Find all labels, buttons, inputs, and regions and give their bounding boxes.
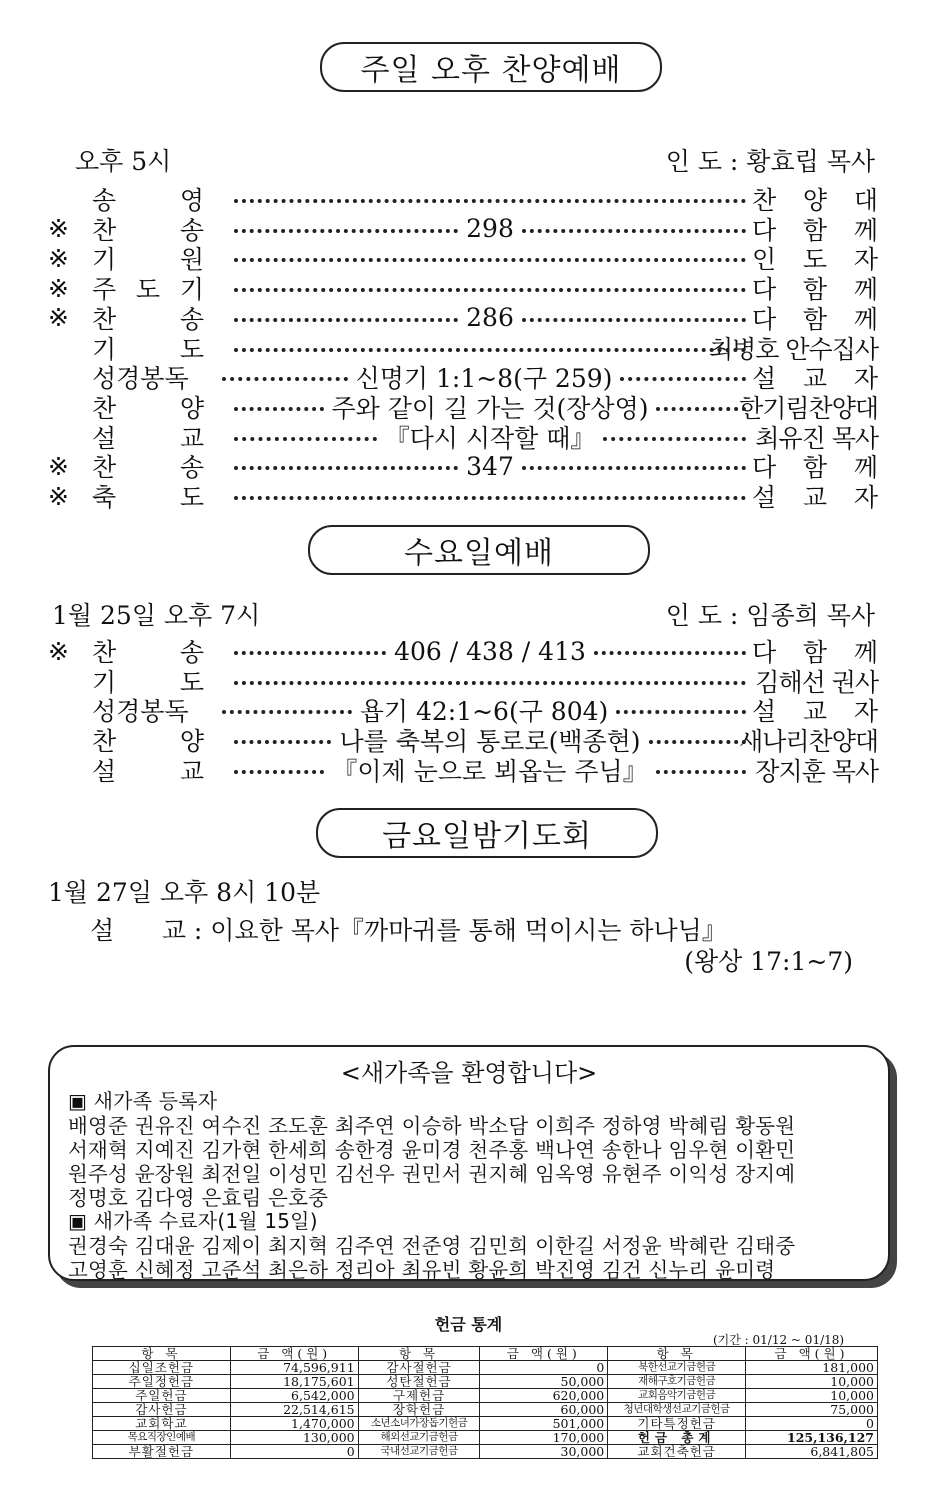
offering-amount: 170,000 <box>480 1431 608 1445</box>
dot-fill <box>234 437 377 441</box>
order-person-char: 자 <box>853 245 878 275</box>
dot-leader <box>234 346 746 350</box>
dot-fill <box>522 318 746 322</box>
order-person-char: 교 <box>802 483 828 512</box>
offering-amount: 10,000 <box>746 1389 878 1403</box>
order-person-char: 께 <box>853 215 878 245</box>
sunday-time: 오후 5시 <box>75 147 172 176</box>
order-label-part: 교 <box>179 423 204 453</box>
order-person: 최유진 목사 <box>755 423 878 453</box>
dot-fill <box>234 318 458 322</box>
dot-fill <box>234 288 746 292</box>
order-content: 주와 같이 길 가는 것(장상영) <box>331 393 649 423</box>
dot-fill <box>234 740 331 744</box>
order-person-char: 께 <box>853 304 878 334</box>
order-label-part: 설 <box>92 423 117 453</box>
wednesday-leader: 인 도 : 임종희 목사 <box>665 601 875 630</box>
registered-names-line: 서재혁 지예진 김가현 한세희 송한경 윤미경 천주홍 백나연 송한나 임우현 이환민 <box>68 1138 796 1162</box>
order-row <box>48 333 878 363</box>
required-mark: ※ <box>48 481 69 511</box>
order-row <box>48 214 878 244</box>
offering-item: 기타특정헌금 <box>608 1417 746 1431</box>
order-row <box>48 666 878 696</box>
offering-item: 구제헌금 <box>358 1389 480 1403</box>
offering-item: 국내선교기금헌금 <box>358 1445 480 1459</box>
dot-fill <box>234 199 746 203</box>
order-label-part: 기 <box>179 275 204 305</box>
offering-amount: 50,000 <box>480 1375 608 1389</box>
wednesday-time: 1월 25일 오후 7시 <box>52 601 261 630</box>
order-label-part: 찬 <box>92 727 117 757</box>
order-person-char: 교 <box>802 364 828 394</box>
order-row <box>48 481 878 511</box>
friday-service-title: 금요일밤기도회 <box>316 808 658 858</box>
dot-leader <box>234 494 746 498</box>
order-label-part: 찬 <box>92 638 117 667</box>
offering-item: 성탄절헌금 <box>358 1375 480 1389</box>
order-person-char: 다 <box>752 638 777 667</box>
offering-row <box>93 1431 878 1445</box>
order-row <box>48 755 878 785</box>
order-person-char: 함 <box>802 275 828 305</box>
order-content: 욥기 42:1~6(구 804) <box>359 697 609 727</box>
order-person <box>752 478 878 514</box>
required-mark: ※ <box>48 636 69 666</box>
order-label-part: 도 <box>179 667 204 697</box>
offering-amount: 0 <box>230 1445 358 1459</box>
dot-fill <box>603 437 746 441</box>
order-label-part: 송 <box>179 215 204 245</box>
order-label-part: 원 <box>179 245 204 275</box>
order-person-char: 찬 <box>752 186 777 215</box>
order-content: 나를 축복의 통로로(백종현) <box>339 727 641 757</box>
completed-names-line: 권경숙 김대윤 김제이 최지혁 김주연 전준영 김민희 이한길 서정윤 박혜란 김태중 <box>68 1234 796 1258</box>
offering-amount: 6,841,805 <box>746 1445 878 1459</box>
dot-leader <box>234 679 746 683</box>
offering-row <box>93 1361 878 1375</box>
offering-item: 해외선교기금헌금 <box>358 1431 480 1445</box>
dot-leader <box>234 637 746 666</box>
order-content: 신명기 1:1~8(구 259) <box>355 364 613 394</box>
order-label-part: 송 <box>92 186 117 215</box>
order-label-part: 도 <box>179 334 204 364</box>
header-amount: 금 액(원) <box>230 1347 358 1361</box>
order-label-part: 영 <box>179 186 204 215</box>
registered-names-line: 정명호 김다영 은효림 은호중 <box>68 1186 329 1210</box>
offering-item: 소년소녀가장돕기헌금 <box>358 1417 480 1431</box>
order-content: 『다시 시작할 때』 <box>384 423 596 453</box>
order-person: 김해선 권사 <box>755 667 878 697</box>
offering-amount: 0 <box>480 1361 608 1375</box>
order-row <box>48 451 878 481</box>
offering-header-row <box>93 1347 878 1361</box>
order-person-char: 께 <box>853 638 878 667</box>
order-person-char: 인 <box>752 245 777 275</box>
new-family-title: <새가족을 환영합니다> <box>340 1059 598 1087</box>
order-person-char: 도 <box>802 245 828 275</box>
dot-leader <box>234 214 746 243</box>
order-person-char: 자 <box>853 697 878 727</box>
dot-fill <box>522 466 746 470</box>
order-label <box>86 752 216 788</box>
offering-item: 교회건축헌금 <box>608 1445 746 1459</box>
order-row <box>48 695 878 725</box>
dot-leader <box>234 303 746 332</box>
order-label-part: 찬 <box>92 453 117 483</box>
order-person-char: 대 <box>853 186 878 215</box>
header-item: 항 목 <box>608 1347 746 1361</box>
dot-fill <box>656 407 746 411</box>
order-person: 장지훈 목사 <box>755 756 878 786</box>
offering-item: 감사절헌금 <box>358 1361 480 1375</box>
order-label-part: 도 <box>179 483 204 512</box>
order-row <box>48 392 878 422</box>
offering-amount: 620,000 <box>480 1389 608 1403</box>
dot-fill <box>594 651 746 655</box>
offering-item: 감사헌금 <box>93 1403 231 1417</box>
order-person-char: 함 <box>802 304 828 334</box>
offering-amount: 30,000 <box>480 1445 608 1459</box>
order-label-part: 기 <box>92 245 117 275</box>
order-person-char: 께 <box>853 275 878 305</box>
order-person-char: 자 <box>853 364 878 394</box>
offering-amount: 130,000 <box>230 1431 358 1445</box>
dot-leader <box>234 752 746 788</box>
order-row <box>48 184 878 214</box>
offering-amount: 10,000 <box>746 1375 878 1389</box>
order-person-char: 교 <box>802 697 828 727</box>
header-item: 항 목 <box>93 1347 231 1361</box>
registered-heading: ▣ 새가족 등록자 <box>68 1089 218 1113</box>
offering-item: 주일정헌금 <box>93 1375 231 1389</box>
order-content: 286 <box>466 303 514 333</box>
offering-amount: 125,136,127 <box>746 1431 878 1445</box>
dot-leader <box>234 286 746 290</box>
offering-amount: 60,000 <box>480 1403 608 1417</box>
offering-item: 청년대학생선교기금헌금 <box>608 1403 746 1417</box>
order-row <box>48 303 878 333</box>
order-content: 347 <box>466 451 514 481</box>
order-content: 『이제 눈으로 뵈옵는 주님』 <box>332 756 648 786</box>
sunday-service-title: 주일 오후 찬양예배 <box>320 42 662 92</box>
offering-row <box>93 1375 878 1389</box>
offering-row <box>93 1403 878 1417</box>
dot-fill <box>649 740 746 744</box>
dot-fill <box>234 407 324 411</box>
dot-fill <box>616 710 746 714</box>
friday-scripture: (왕상 17:1~7) <box>684 947 853 976</box>
order-person-char: 자 <box>853 483 878 512</box>
offering-row <box>93 1389 878 1403</box>
offering-amount: 75,000 <box>746 1403 878 1417</box>
offering-title: 헌금 통계 <box>434 1315 503 1334</box>
order-person-char: 함 <box>802 215 828 245</box>
dot-fill <box>222 710 352 714</box>
order-label-part: 양 <box>179 727 204 757</box>
required-mark: ※ <box>48 273 69 303</box>
dot-fill <box>656 770 746 774</box>
order-person-char: 다 <box>752 275 777 305</box>
dot-fill <box>234 258 746 262</box>
required-mark: ※ <box>48 214 69 244</box>
required-mark: ※ <box>48 451 69 481</box>
dot-leader <box>234 419 746 455</box>
offering-item: 십일조헌금 <box>93 1361 231 1375</box>
order-person-char: 다 <box>752 453 777 483</box>
completed-names-line: 고영훈 신혜정 고준석 최은하 정리아 최유빈 황윤희 박진영 김건 신누리 윤미령 <box>68 1258 776 1282</box>
offering-amount: 181,000 <box>746 1361 878 1375</box>
order-row <box>48 422 878 452</box>
offering-item: 북한선교기금헌금 <box>608 1361 746 1375</box>
offering-amount: 74,596,911 <box>230 1361 358 1375</box>
order-person: 새나리찬양대 <box>739 727 878 757</box>
dot-leader <box>234 256 746 260</box>
order-row <box>48 636 878 666</box>
order-label-part: 송 <box>179 453 204 483</box>
offering-amount: 18,175,601 <box>230 1375 358 1389</box>
offering-item: 목요직장인예배 <box>93 1431 231 1445</box>
offering-item: 교회음악기금헌금 <box>608 1389 746 1403</box>
order-label-part: 설 <box>92 756 117 786</box>
dot-fill <box>234 651 386 655</box>
order-label-part: 양 <box>179 393 204 423</box>
order-label-part: 성경봉독 <box>92 697 189 727</box>
order-label-part: 송 <box>179 304 204 334</box>
dot-fill <box>620 377 746 381</box>
order-label-part: 기 <box>92 334 117 364</box>
order-person-char: 설 <box>752 364 777 394</box>
order-label-part: 송 <box>179 638 204 667</box>
offering-period: (기간 : 01/12 ~ 01/18) <box>713 1333 845 1347</box>
offering-item: 주일헌금 <box>93 1389 231 1403</box>
header-item: 항 목 <box>358 1347 480 1361</box>
offering-item: 부활절헌금 <box>93 1445 231 1459</box>
offering-item: 헌금 총계 <box>608 1431 746 1445</box>
order-label-part: 성경봉독 <box>92 364 189 394</box>
order-person-char: 양 <box>802 186 828 215</box>
header-amount: 금 액(원) <box>480 1347 608 1361</box>
order-row <box>48 273 878 303</box>
order-label-part: 교 <box>179 756 204 786</box>
order-person-char: 다 <box>752 304 777 334</box>
offering-amount: 1,470,000 <box>230 1417 358 1431</box>
friday-sermon: 설 교 : 이요한 목사『까마귀를 통해 먹이시는 하나님』 <box>90 916 727 945</box>
order-content: 298 <box>466 214 514 244</box>
dot-fill <box>234 496 746 500</box>
order-label-part: 기 <box>92 667 117 697</box>
offering-item: 재해구호기금헌금 <box>608 1375 746 1389</box>
friday-time: 1월 27일 오후 8시 10분 <box>48 878 321 907</box>
offering-table <box>92 1346 878 1459</box>
offering-amount: 0 <box>746 1417 878 1431</box>
offering-amount: 6,542,000 <box>230 1389 358 1403</box>
order-label <box>86 478 216 514</box>
wednesday-service-title: 수요일예배 <box>308 525 650 575</box>
dot-fill <box>234 770 324 774</box>
dot-leader <box>234 452 746 481</box>
registered-names-line: 원주성 윤장원 최전일 이성민 김선우 권민서 권지혜 임옥영 유현주 이익성 장지예 <box>68 1162 796 1186</box>
dot-leader <box>234 197 746 201</box>
offering-amount: 501,000 <box>480 1417 608 1431</box>
order-person-char: 함 <box>802 453 828 483</box>
order-person: 최병호 안수집사 <box>709 334 878 364</box>
order-label-part: 찬 <box>92 393 117 423</box>
dot-fill <box>222 377 348 381</box>
order-row <box>48 362 878 392</box>
new-family-box <box>48 1045 890 1281</box>
offering-amount: 22,514,615 <box>230 1403 358 1417</box>
order-content: 406 / 438 / 413 <box>394 636 586 666</box>
order-label-part: 축 <box>92 483 117 512</box>
dot-fill <box>522 229 746 233</box>
required-mark: ※ <box>48 303 69 333</box>
completed-heading: ▣ 새가족 수료자(1월 15일) <box>68 1209 318 1233</box>
order-person-char: 설 <box>752 697 777 727</box>
offering-row <box>93 1445 878 1459</box>
sunday-leader: 인 도 : 황효립 목사 <box>665 147 875 176</box>
order-label-part: 찬 <box>92 215 117 245</box>
order-person-char: 다 <box>752 215 777 245</box>
dot-fill <box>234 229 458 233</box>
registered-names-line: 배영준 권유진 여수진 조도훈 최주연 이승하 박소담 이희주 정하영 박혜림 황동원 <box>68 1114 796 1138</box>
dot-fill <box>234 681 746 685</box>
order-label-part: 주 <box>92 275 117 305</box>
order-person-char: 께 <box>853 453 878 483</box>
header-amount: 금 액(원) <box>746 1347 878 1361</box>
required-mark: ※ <box>48 243 69 273</box>
dot-fill <box>234 466 458 470</box>
order-row <box>48 243 878 273</box>
order-row <box>48 725 878 755</box>
dot-fill <box>234 348 746 352</box>
order-person: 한기림찬양대 <box>739 393 878 423</box>
order-label-part: 도 <box>135 275 161 305</box>
order-person-char: 설 <box>752 483 777 512</box>
order-label-part: 찬 <box>92 304 117 334</box>
offering-row <box>93 1417 878 1431</box>
order-person-char: 함 <box>802 638 828 667</box>
offering-item: 장학헌금 <box>358 1403 480 1417</box>
offering-item: 교회학교 <box>93 1417 231 1431</box>
